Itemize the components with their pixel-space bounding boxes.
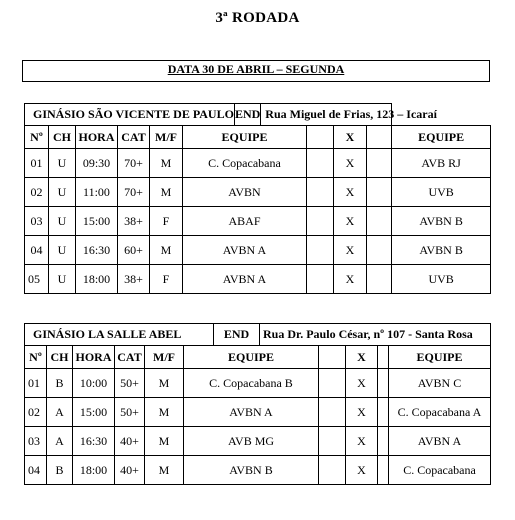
- game-category: 50+: [115, 369, 145, 398]
- home-team: C. Copacabana B: [184, 369, 319, 398]
- spacer-cell: [319, 456, 346, 485]
- venue-header: [25, 104, 491, 126]
- game-number: 05: [25, 265, 49, 294]
- game-time: 16:30: [73, 427, 115, 456]
- versus-mark: X: [334, 207, 367, 236]
- game-number: 02: [25, 178, 49, 207]
- venue-end-label: END: [214, 324, 260, 345]
- game-number: 04: [25, 236, 49, 265]
- game-number: 03: [25, 427, 47, 456]
- spacer-cell: [378, 427, 389, 456]
- spacer-cell: [307, 236, 334, 265]
- game-number: 02: [25, 398, 47, 427]
- spacer-cell: [307, 207, 334, 236]
- schedule-table-venue-2: [24, 323, 491, 485]
- col-header-x: X: [334, 126, 367, 149]
- game-time: 10:00: [73, 369, 115, 398]
- home-team: AVBN A: [183, 265, 307, 294]
- game-number: 01: [25, 369, 47, 398]
- spacer-cell: [367, 265, 392, 294]
- versus-mark: X: [334, 265, 367, 294]
- game-ch: B: [47, 369, 73, 398]
- game-number: 01: [25, 149, 49, 178]
- game-number: 04: [25, 456, 47, 485]
- spacer-cell: [367, 207, 392, 236]
- table-row: [25, 178, 491, 207]
- col-header-away-team: EQUIPE: [392, 126, 491, 149]
- spacer-cell: [319, 346, 346, 369]
- versus-mark: X: [334, 149, 367, 178]
- spacer-cell: [307, 149, 334, 178]
- spacer-cell: [307, 265, 334, 294]
- spacer-cell: [319, 398, 346, 427]
- home-team: C. Copacabana: [183, 149, 307, 178]
- col-header-x: X: [346, 346, 378, 369]
- away-team: AVB RJ: [392, 149, 491, 178]
- home-team: AVBN A: [184, 398, 319, 427]
- col-header-cat: CAT: [118, 126, 150, 149]
- column-header-row: [25, 346, 491, 369]
- spacer-cell: [378, 346, 389, 369]
- spacer-cell: [378, 398, 389, 427]
- game-category: 40+: [115, 427, 145, 456]
- game-ch: U: [49, 236, 76, 265]
- game-category: 70+: [118, 178, 150, 207]
- game-ch: U: [49, 265, 76, 294]
- game-time: 18:00: [73, 456, 115, 485]
- spacer-cell: [367, 178, 392, 207]
- game-ch: U: [49, 207, 76, 236]
- col-header-number: Nº: [25, 346, 47, 369]
- spacer-cell: [319, 369, 346, 398]
- col-header-hora: HORA: [76, 126, 118, 149]
- home-team: ABAF: [183, 207, 307, 236]
- versus-mark: X: [334, 236, 367, 265]
- table-row: [25, 236, 491, 265]
- col-header-ch: CH: [49, 126, 76, 149]
- home-team: AVB MG: [184, 427, 319, 456]
- table-row: [25, 207, 491, 236]
- game-category: 38+: [118, 265, 150, 294]
- spacer-cell: [378, 456, 389, 485]
- date-banner: [22, 60, 490, 82]
- versus-mark: X: [334, 178, 367, 207]
- game-gender: F: [150, 265, 183, 294]
- table-row: [25, 149, 491, 178]
- versus-mark: X: [346, 427, 378, 456]
- venue-address: Rua Miguel de Frias, 123 – Icaraí: [265, 107, 437, 121]
- col-header-ch: CH: [47, 346, 73, 369]
- spacer-cell: [378, 369, 389, 398]
- col-header-number: Nº: [25, 126, 49, 149]
- game-gender: M: [145, 398, 184, 427]
- col-header-away-team: EQUIPE: [389, 346, 491, 369]
- home-team: AVBN A: [183, 236, 307, 265]
- page-title: 3ª RODADA: [215, 10, 300, 26]
- game-category: 38+: [118, 207, 150, 236]
- column-header-row: [25, 126, 491, 149]
- col-header-home-team: EQUIPE: [184, 346, 319, 369]
- spacer-cell: [367, 149, 392, 178]
- date-banner-text: DATA 30 DE ABRIL – SEGUNDA: [167, 62, 345, 76]
- away-team: UVB: [392, 265, 491, 294]
- away-team: AVBN A: [389, 427, 491, 456]
- away-team: C. Copacabana A: [389, 398, 491, 427]
- game-category: 60+: [118, 236, 150, 265]
- away-team: C. Copacabana: [389, 456, 491, 485]
- table-row: [25, 369, 491, 398]
- home-team: AVBN B: [184, 456, 319, 485]
- col-header-mf: M/F: [150, 126, 183, 149]
- game-gender: M: [145, 427, 184, 456]
- away-team: AVBN B: [392, 207, 491, 236]
- away-team: UVB: [392, 178, 491, 207]
- table-row: [25, 398, 491, 427]
- venue-name: GINÁSIO LA SALLE ABEL: [25, 324, 214, 345]
- table-row: [25, 456, 491, 485]
- game-time: 09:30: [76, 149, 118, 178]
- game-gender: M: [150, 149, 183, 178]
- game-category: 40+: [115, 456, 145, 485]
- table-row: [25, 265, 491, 294]
- spacer-cell: [367, 236, 392, 265]
- venue-header: [25, 324, 491, 346]
- game-category: 50+: [115, 398, 145, 427]
- spacer-cell: [307, 126, 334, 149]
- spacer-cell: [307, 178, 334, 207]
- home-team: AVBN: [183, 178, 307, 207]
- game-ch: A: [47, 427, 73, 456]
- versus-mark: X: [346, 456, 378, 485]
- game-ch: U: [49, 178, 76, 207]
- away-team: AVBN B: [392, 236, 491, 265]
- game-ch: A: [47, 398, 73, 427]
- col-header-home-team: EQUIPE: [183, 126, 307, 149]
- versus-mark: X: [346, 398, 378, 427]
- game-gender: M: [150, 236, 183, 265]
- versus-mark: X: [346, 369, 378, 398]
- spacer-cell: [319, 427, 346, 456]
- game-category: 70+: [118, 149, 150, 178]
- game-time: 11:00: [76, 178, 118, 207]
- game-time: 16:30: [76, 236, 118, 265]
- game-gender: M: [150, 178, 183, 207]
- venue-end-label: END: [235, 104, 261, 125]
- game-time: 15:00: [76, 207, 118, 236]
- spacer-cell: [367, 126, 392, 149]
- col-header-hora: HORA: [73, 346, 115, 369]
- game-ch: B: [47, 456, 73, 485]
- venue-name: GINÁSIO SÃO VICENTE DE PAULO: [25, 104, 235, 125]
- venue-address: Rua Dr. Paulo César, nº 107 - Santa Rosa: [263, 327, 473, 341]
- game-gender: M: [145, 369, 184, 398]
- game-time: 18:00: [76, 265, 118, 294]
- game-ch: U: [49, 149, 76, 178]
- table-row: [25, 427, 491, 456]
- game-number: 03: [25, 207, 49, 236]
- game-gender: F: [150, 207, 183, 236]
- col-header-mf: M/F: [145, 346, 184, 369]
- game-time: 15:00: [73, 398, 115, 427]
- away-team: AVBN C: [389, 369, 491, 398]
- game-gender: M: [145, 456, 184, 485]
- col-header-cat: CAT: [115, 346, 145, 369]
- schedule-table-venue-1: [24, 103, 491, 294]
